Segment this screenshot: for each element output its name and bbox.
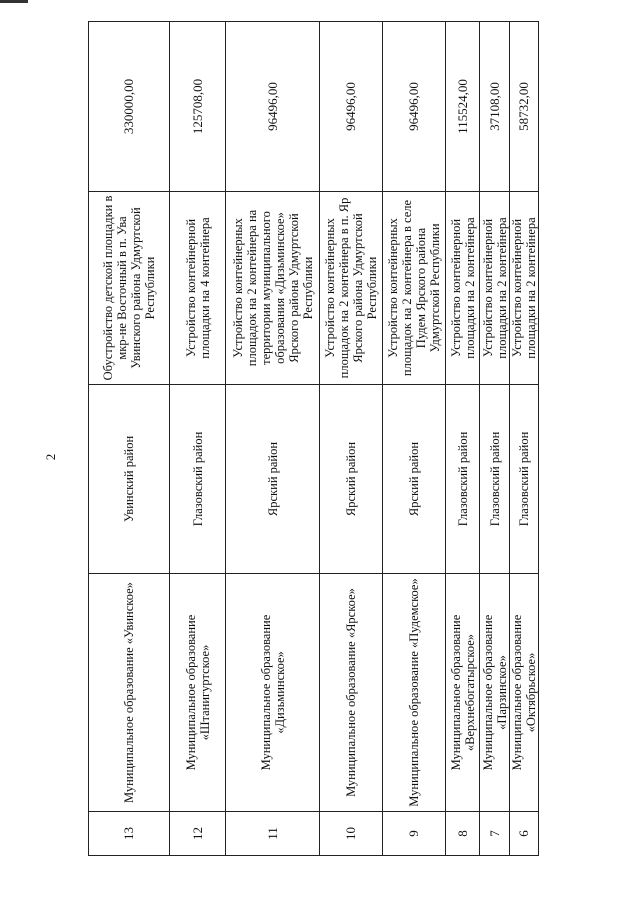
amount-cell: 330000,00 <box>89 22 170 192</box>
amount-cell: 37108,00 <box>480 22 510 192</box>
description-cell: Устройство контейнерных площадок на 2 контейнера на территории муниципального образования «Дизьминское» Ярского района Удмуртской Республики <box>226 192 320 385</box>
top-edge-mark <box>0 0 28 3</box>
page-number: 2 <box>43 453 58 461</box>
description-cell: Устройство контейнерной площадки на 2 контейнера <box>446 192 480 385</box>
row-number: 13 <box>89 812 170 856</box>
row-number: 7 <box>480 812 510 856</box>
municipality-cell: Муниципальное образование «Ярское» <box>320 574 383 812</box>
district-cell: Глазовский район <box>446 385 480 574</box>
municipality-cell: Муниципальное образование «Штанигуртское» <box>170 574 226 812</box>
district-cell: Ярский район <box>320 385 383 574</box>
table-row <box>446 22 480 856</box>
amount-cell: 58732,00 <box>510 22 539 192</box>
table-row <box>320 22 383 856</box>
row-number: 8 <box>446 812 480 856</box>
description-cell: Устройство контейнерных площадок на 2 контейнера в селе Пудем Ярского района Удмуртской Республики <box>383 192 446 385</box>
row-number: 10 <box>320 812 383 856</box>
funding-table <box>88 21 539 856</box>
district-cell: Глазовский район <box>480 385 510 574</box>
table-row <box>226 22 320 856</box>
district-cell: Глазовский район <box>510 385 539 574</box>
municipality-cell: Муниципальное образование «Парзинское» <box>480 574 510 812</box>
description-cell: Устройство контейнерной площадки на 2 контейнера <box>480 192 510 385</box>
district-cell: Ярский район <box>226 385 320 574</box>
row-number: 6 <box>510 812 539 856</box>
funding-table-body <box>89 22 539 856</box>
rotated-table-wrapper <box>88 22 538 856</box>
description-cell: Устройство контейнерной площадки на 2 контейнера <box>510 192 539 385</box>
district-cell: Увинский район <box>89 385 170 574</box>
table-row <box>89 22 170 856</box>
table-row <box>383 22 446 856</box>
municipality-cell: Муниципальное образование «Увинское» <box>89 574 170 812</box>
table-row <box>510 22 539 856</box>
description-cell: Устройство контейнерных площадок на 2 контейнера в п. Яр Ярского района Удмуртской Республики <box>320 192 383 385</box>
amount-cell: 96496,00 <box>320 22 383 192</box>
district-cell: Ярский район <box>383 385 446 574</box>
row-number: 11 <box>226 812 320 856</box>
municipality-cell: Муниципальное образование «Октябрьское» <box>510 574 539 812</box>
municipality-cell: Муниципальное образование «Дизьминское» <box>226 574 320 812</box>
table-row <box>170 22 226 856</box>
table-row <box>480 22 510 856</box>
amount-cell: 96496,00 <box>226 22 320 192</box>
district-cell: Глазовский район <box>170 385 226 574</box>
row-number: 9 <box>383 812 446 856</box>
amount-cell: 115524,00 <box>446 22 480 192</box>
description-cell: Устройство контейнерной площадки на 4 контейнера <box>170 192 226 385</box>
description-cell: Обустройство детской площадки в мкр-не Восточный в п. Ува Увинского района Удмуртской Республики <box>89 192 170 385</box>
municipality-cell: Муниципальное образование «Пудемское» <box>383 574 446 812</box>
row-number: 12 <box>170 812 226 856</box>
amount-cell: 125708,00 <box>170 22 226 192</box>
amount-cell: 96496,00 <box>383 22 446 192</box>
municipality-cell: Муниципальное образование «Верхнебогатырское» <box>446 574 480 812</box>
